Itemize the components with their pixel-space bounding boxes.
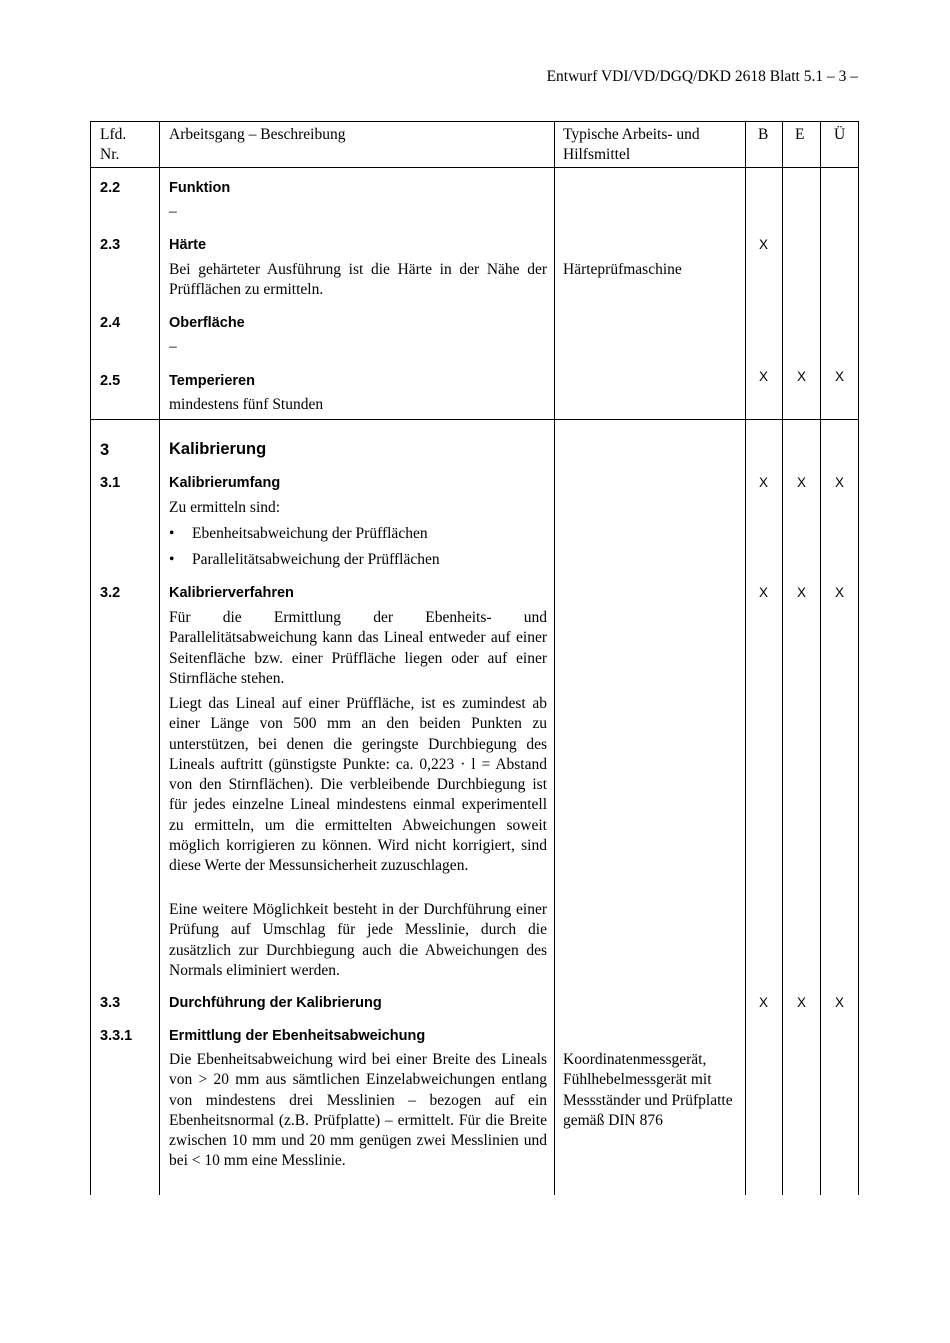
paragraph: Die Ebenheitsabweichung wird bei einer Breite des Lineals von > 20 mm aus sämtlichen Einzelabweichungen entlang von mindestens drei Messlinien – bezogen auf ein Ebenheitsnormal (z.B. Prüfplatte) – ermittelt. Für die Breite zwischen 10 mm und 20 mm genügen zwei Messlinien und bei < 10 mm eine Messlinie.: [169, 1051, 547, 1170]
row-number: 3.3: [100, 995, 121, 1011]
mark-u: X: [835, 995, 845, 1010]
mark-b: X: [759, 237, 769, 252]
list-item: [169, 550, 440, 570]
row-title: Härte: [169, 237, 207, 253]
running-header: Entwurf VDI/VD/DGQ/DKD 2618 Blatt 5.1 – 3 –: [546, 68, 858, 85]
column-header-hilfsmittel-line2: Hilfsmittel: [563, 146, 631, 163]
mark-b: X: [759, 369, 769, 384]
column-divider: [159, 122, 160, 1195]
row-tool: Härteprüfmaschine: [563, 261, 682, 278]
column-divider: [782, 122, 783, 1195]
mark-u: X: [835, 475, 845, 490]
bullet-icon: •: [169, 551, 175, 568]
row-title: Oberfläche: [169, 315, 245, 331]
row-title: Durchführung der Kalibrierung: [169, 995, 382, 1011]
mark-b: X: [759, 995, 769, 1010]
column-header-hilfsmittel: [563, 125, 700, 165]
row-number: 3.2: [100, 585, 121, 601]
mark-b: X: [759, 585, 769, 600]
list-item-text: Parallelitätsabweichung der Prüfflächen: [192, 551, 440, 568]
mark-e: X: [797, 475, 807, 490]
mark-b: X: [759, 475, 769, 490]
list-item-text: Ebenheitsabweichung der Prüfflächen: [192, 525, 428, 542]
row-text: –: [169, 203, 177, 220]
bullet-icon: •: [169, 525, 175, 542]
row-text: Bei gehärteter Ausführung ist die Härte in der Nähe der Prüfflächen zu ermitteln.: [169, 261, 547, 299]
row-number: 2.4: [100, 315, 121, 331]
row-tool: Koordinatenmessgerät, Fühlhebelmessgerät mit Messständer und Prüfplatte gemäß DIN 876: [563, 1051, 733, 1129]
row-title: Ermittlung der Ebenheitsabweichung: [169, 1028, 426, 1044]
column-divider: [554, 122, 555, 1195]
procedure-table: [90, 121, 859, 1195]
column-divider: [745, 122, 746, 1195]
column-header-lfd: Lfd.: [100, 126, 127, 143]
mark-e: X: [797, 369, 807, 384]
column-divider: [820, 122, 821, 1195]
section-divider: [91, 419, 858, 420]
mark-e: X: [797, 995, 807, 1010]
row-text: mindestens fünf Stunden: [169, 396, 324, 413]
row-number: 2.2: [100, 180, 121, 196]
column-header-e: E: [795, 126, 805, 143]
mark-u: X: [835, 585, 845, 600]
row-title: Temperieren: [169, 373, 255, 389]
column-header-lfd-nr: [100, 125, 126, 165]
mark-u: X: [835, 369, 845, 384]
row-number: 3.1: [100, 475, 121, 491]
paragraph: Für die Ermittlung der Ebenheits- und Parallelitätsabweichung kann das Lineal entweder auf einer Seitenfläche bzw. einer Prüffläche liegen oder auf einer Stirnfläche stehen.: [169, 609, 547, 687]
row-text: Zu ermitteln sind:: [169, 499, 281, 516]
column-header-b: B: [758, 126, 769, 143]
paragraph: Liegt das Lineal auf einer Prüffläche, ist es zumindest ab einer Länge von 500 mm an den beiden Punkten zu unterstützen, bei denen die geringste Durchbiegung des Lineals auftritt (günstigste Punkte: ca. 0,223 · l = Abstand von den Stirnflächen). Die verbleibende Durchbiegung ist für jedes einzelne Lineal mindestens einmal experimentell zu ermitteln, um die ermittelten Abweichungen soweit möglich korrigieren zu können. Wird nicht korrigiert, sind diese Werte der Messunsicherheit zuzuschlagen.: [169, 695, 547, 875]
section-title: Kalibrierung: [169, 440, 267, 458]
row-title: Kalibrierumfang: [169, 475, 281, 491]
header-row-divider: [91, 167, 858, 168]
column-header-u: Ü: [834, 126, 846, 143]
column-header-hilfsmittel-line1: Typische Arbeits- und: [563, 126, 700, 143]
row-title: Funktion: [169, 180, 231, 196]
row-text: –: [169, 338, 177, 355]
column-header-beschreibung: Arbeitsgang – Beschreibung: [169, 126, 346, 143]
row-number: 2.3: [100, 237, 121, 253]
list-item: [169, 524, 428, 544]
mark-e: X: [797, 585, 807, 600]
section-number: 3: [100, 441, 110, 459]
row-number: 2.5: [100, 373, 121, 389]
row-title: Kalibrierverfahren: [169, 585, 294, 601]
row-number: 3.3.1: [100, 1028, 133, 1044]
paragraph: Eine weitere Möglichkeit besteht in der Durchführung einer Prüfung auf Umschlag für jede Messlinie, durch die zusätzlich zur Durchbiegung auch die Abweichungen des Normals eliminiert werden.: [169, 901, 547, 979]
column-header-nr: Nr.: [100, 146, 120, 163]
